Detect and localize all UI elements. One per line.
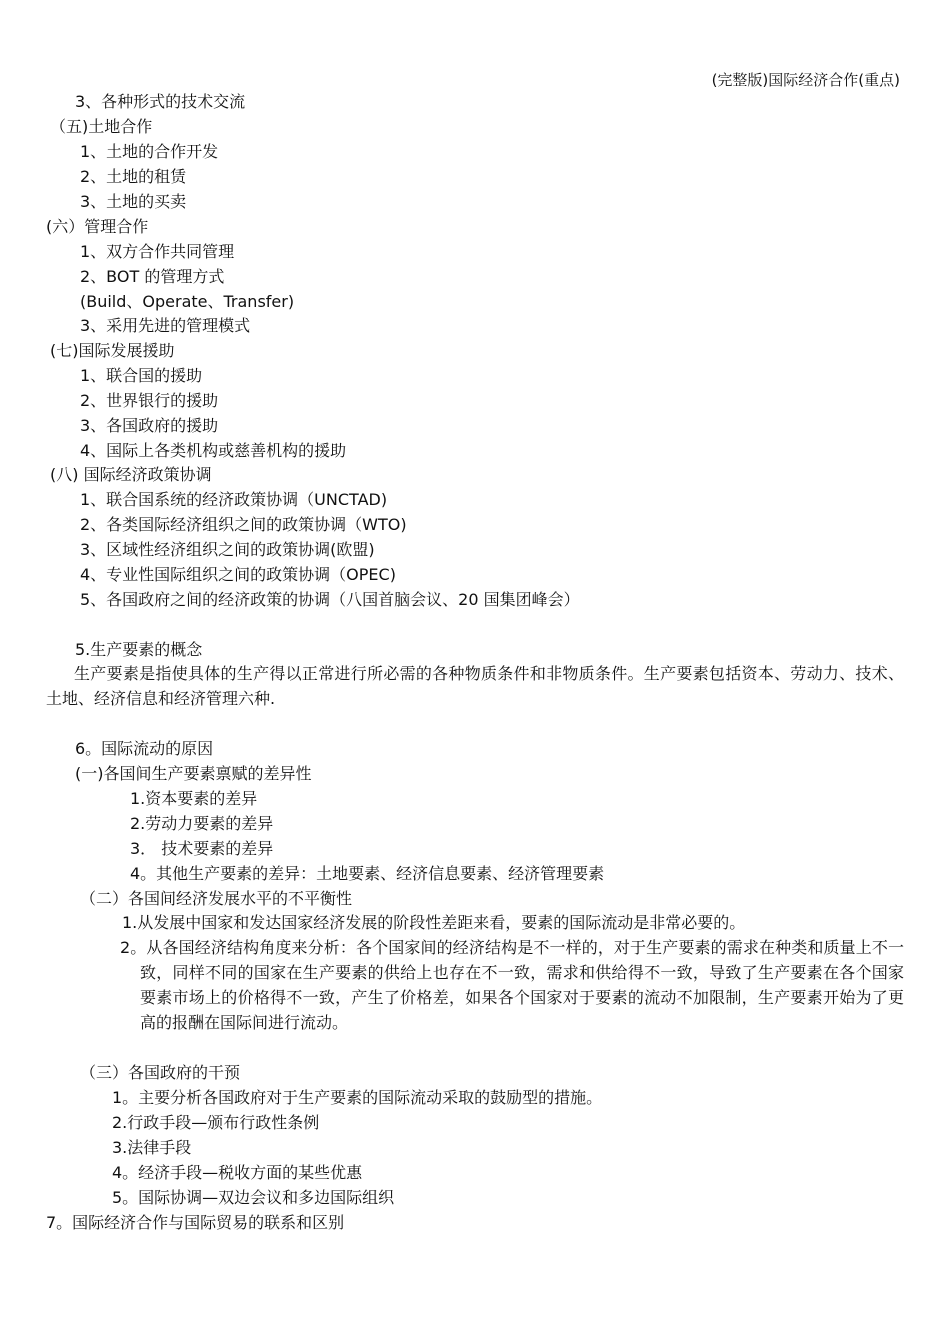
text-paragraph: 2。从各国经济结构角度来分析：各个国家间的经济结构是不一样的，对于生产要素的需求在种类和质量上不一致，同样不同的国家在生产要素的供给上也存在不一致，需求和供给得不一致，导致了生产要素在各个国家要素市场上的价格得不一致，产生了价格差，如果各个国家对于要素的流动不加限制，生产要素开始为了更高的报酬在国际间进行流动。 [120, 938, 904, 1032]
text-line: (八) 国际经济政策协调 [50, 465, 212, 484]
text-line: 3、区域性经济组织之间的政策协调(欧盟) [80, 540, 375, 559]
text-line: (一)各国间生产要素禀赋的差异性 [75, 764, 312, 783]
text-line: 2.行政手段—颁布行政性条例 [112, 1113, 320, 1132]
text-line: 4。经济手段—税收方面的某些优惠 [112, 1163, 363, 1182]
text-line: (七)国际发展援助 [50, 341, 175, 360]
text-line: 3、采用先进的管理模式 [80, 316, 251, 335]
text-paragraph: 生产要素是指使具体的生产得以正常进行所必需的各种物质条件和非物质条件。生产要素包括资本、劳动力、技术、土地、经济信息和经济管理六种. [46, 664, 904, 708]
text-line: 4、国际上各类机构或慈善机构的援助 [80, 441, 347, 460]
text-line: （三）各国政府的干预 [80, 1063, 241, 1082]
text-line: 1.资本要素的差异 [130, 789, 258, 808]
text-line: (Build、Operate、Transfer) [80, 292, 295, 311]
text-line: （五)土地合作 [50, 117, 153, 136]
text-line: 6。国际流动的原因 [75, 739, 214, 758]
text-line: 1、土地的合作开发 [80, 142, 219, 161]
text-line: 1.从发展中国家和发达国家经济发展的阶段性差距来看，要素的国际流动是非常必要的。 [122, 913, 746, 932]
page-header-title: (完整版)国际经济合作(重点) [711, 71, 900, 89]
text-line: （二）各国间经济发展水平的不平衡性 [80, 889, 353, 908]
text-line: 5。国际协调—双边会议和多边国际组织 [112, 1188, 395, 1207]
text-line: 1、双方合作共同管理 [80, 242, 235, 261]
text-line: 1、联合国的援助 [80, 366, 203, 385]
text-line: 4。其他生产要素的差异：土地要素、经济信息要素、经济管理要素 [130, 864, 605, 883]
text-line: 2.劳动力要素的差异 [130, 814, 274, 833]
text-line: 3、各种形式的技术交流 [75, 92, 246, 111]
text-line: 2、土地的租赁 [80, 167, 187, 186]
text-line: 2、BOT 的管理方式 [80, 267, 225, 286]
text-line: 5.生产要素的概念 [75, 640, 203, 659]
text-line: 3． 技术要素的差异 [130, 839, 274, 858]
text-line: 3.法律手段 [112, 1138, 192, 1157]
text-line: (六）管理合作 [46, 217, 149, 236]
text-line: 2、世界银行的援助 [80, 391, 219, 410]
text-line: 7。国际经济合作与国际贸易的联系和区别 [46, 1213, 345, 1232]
text-line: 3、土地的买卖 [80, 192, 187, 211]
text-line: 1、联合国系统的经济政策协调（UNCTAD) [80, 490, 388, 509]
text-line: 3、各国政府的援助 [80, 416, 219, 435]
text-line: 2、各类国际经济组织之间的政策协调（WTO) [80, 515, 407, 534]
text-line: 5、各国政府之间的经济政策的协调（八国首脑会议、20 国集团峰会） [80, 590, 580, 609]
text-line: 4、专业性国际组织之间的政策协调（OPEC) [80, 565, 396, 584]
text-line: 1。主要分析各国政府对于生产要素的国际流动采取的鼓励型的措施。 [112, 1088, 603, 1107]
